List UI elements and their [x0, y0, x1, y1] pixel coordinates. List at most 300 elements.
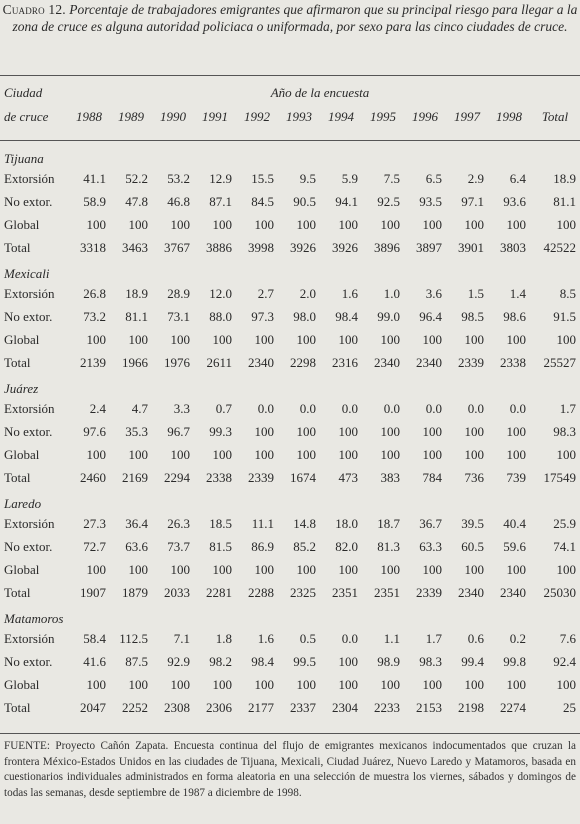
table-cell: 99.0: [377, 308, 400, 324]
table-cell: 90.5: [293, 193, 316, 209]
table-cell: 3767: [164, 239, 190, 255]
table-cell: 100: [296, 423, 316, 439]
table-cell: 100: [464, 676, 484, 692]
table-cell: 0.6: [467, 630, 484, 646]
table-cell: 100: [254, 216, 274, 232]
table-cell: 100: [422, 216, 442, 232]
table-cell: 41.6: [83, 653, 106, 669]
table-cell: 4.7: [131, 400, 148, 416]
table-cell: 2340: [416, 354, 442, 370]
table-cell: 100: [422, 676, 442, 692]
table-cell: 73.1: [167, 308, 190, 324]
row-label: No extor.: [4, 653, 53, 669]
row-label: Total: [4, 354, 31, 370]
table-cell: 99.5: [293, 653, 316, 669]
table-cell: 2169: [122, 469, 148, 485]
table-cell: 100: [86, 561, 106, 577]
row-label: Extorsión: [4, 515, 55, 531]
table-cell: 59.6: [503, 538, 526, 554]
table-cell: 15.5: [251, 170, 274, 186]
table-cell: 100: [380, 676, 400, 692]
table-cell: 2351: [332, 584, 358, 600]
table-cell: 63.3: [419, 538, 442, 554]
table-cell: 100: [338, 676, 358, 692]
table-cell: 7.5: [383, 170, 400, 186]
table-cell: 100: [556, 561, 576, 577]
table-cell: 97.1: [461, 193, 484, 209]
table-cell: 26.3: [167, 515, 190, 531]
table-cell: 1.0: [383, 285, 400, 301]
header-year-1995: 1995: [370, 109, 396, 124]
table-cell: 0.0: [341, 400, 358, 416]
table-cell: 98.3: [419, 653, 442, 669]
row-label: Global: [4, 446, 40, 462]
table-cell: 2047: [80, 699, 106, 715]
table-cell: 98.0: [293, 308, 316, 324]
table-cell: 2.9: [467, 170, 484, 186]
header-year-1997: 1997: [454, 109, 480, 124]
table-cell: 98.9: [377, 653, 400, 669]
table-cell: 0.5: [299, 630, 316, 646]
table-cell: 74.1: [553, 538, 576, 554]
table-cell: 2298: [290, 354, 316, 370]
table-cell: 99.4: [461, 653, 484, 669]
table-cell: 1.6: [341, 285, 358, 301]
table-cell: 9.5: [299, 170, 316, 186]
table-cell: 100: [556, 216, 576, 232]
table-cell: 2.0: [299, 285, 316, 301]
header-year-1988: 1988: [76, 109, 102, 124]
table-cell: 98.3: [553, 423, 576, 439]
table-cell: 46.8: [167, 193, 190, 209]
table-cell: 1.5: [467, 285, 484, 301]
table-cell: 81.5: [209, 538, 232, 554]
table-row: [0, 420, 580, 443]
table-cell: 100: [212, 561, 232, 577]
city-name: Laredo: [4, 496, 42, 511]
table-cell: 2033: [164, 584, 190, 600]
table-cell: 1879: [122, 584, 148, 600]
city-heading-row: [0, 374, 580, 397]
table-cell: 2339: [458, 354, 484, 370]
table-cell: 25030: [543, 584, 576, 600]
table-cell: 18.5: [209, 515, 232, 531]
table-cell: 100: [254, 446, 274, 462]
row-label: Global: [4, 676, 40, 692]
table-cell: 100: [212, 446, 232, 462]
table-cell: 1.8: [215, 630, 232, 646]
table-cell: 100: [556, 676, 576, 692]
table-cell: 0.0: [509, 400, 526, 416]
city-heading-row: [0, 489, 580, 512]
header-year-1994: 1994: [328, 109, 354, 124]
table-cell: 1907: [80, 584, 106, 600]
table-cell: 100: [338, 216, 358, 232]
table-row: [0, 397, 580, 420]
table-cell: 3901: [458, 239, 484, 255]
table-cell: 0.0: [341, 630, 358, 646]
table-cell: 0.2: [509, 630, 526, 646]
table-cell: 739: [506, 469, 526, 485]
table-cell: 100: [464, 331, 484, 347]
table-cell: 2351: [374, 584, 400, 600]
spacer-row: [0, 129, 580, 144]
table-cell: 7.1: [173, 630, 190, 646]
table-cell: 6.4: [509, 170, 526, 186]
table-cell: 99.8: [503, 653, 526, 669]
table-cell: 92.5: [377, 193, 400, 209]
table-cell: 100: [254, 423, 274, 439]
table-cell: 100: [506, 423, 526, 439]
table-cell: 2294: [164, 469, 190, 485]
table-cell: 53.2: [167, 170, 190, 186]
table-cell: 2339: [248, 469, 274, 485]
table-cell: 99.3: [209, 423, 232, 439]
table-cell: 3896: [374, 239, 400, 255]
table-cell: 2.4: [89, 400, 106, 416]
table-cell: 2233: [374, 699, 400, 715]
table-cell: 39.5: [461, 515, 484, 531]
table-cell: 1.7: [425, 630, 442, 646]
table-row: [0, 558, 580, 581]
table-cell: 2304: [332, 699, 358, 715]
table-row: [0, 167, 580, 190]
table-cell: 18.9: [553, 170, 576, 186]
table-cell: 2316: [332, 354, 358, 370]
table-cell: 97.6: [83, 423, 106, 439]
table-cell: 0.0: [299, 400, 316, 416]
table-cell: 100: [422, 446, 442, 462]
row-label: Extorsión: [4, 285, 55, 301]
table-cell: 8.5: [559, 285, 576, 301]
table-cell: 81.1: [553, 193, 576, 209]
table-cell: 100: [212, 676, 232, 692]
table-cell: 2460: [80, 469, 106, 485]
table-cell: 3803: [500, 239, 526, 255]
table-cell: 1.6: [257, 630, 274, 646]
table-cell: 473: [338, 469, 358, 485]
header-year-1992: 1992: [244, 109, 270, 124]
table-cell: 100: [86, 676, 106, 692]
table-cell: 0.0: [425, 400, 442, 416]
table-cell: 0.7: [215, 400, 232, 416]
table-cell: 72.7: [83, 538, 106, 554]
table-cell: 2611: [206, 354, 232, 370]
table-cell: 12.9: [209, 170, 232, 186]
table-cell: 100: [506, 676, 526, 692]
header-city-line2: de cruce: [4, 109, 49, 124]
table-cell: 1966: [122, 354, 148, 370]
table-cell: 3463: [122, 239, 148, 255]
table-cell: 736: [464, 469, 484, 485]
table-cell: 2306: [206, 699, 232, 715]
table-cell: 100: [556, 331, 576, 347]
table-cell: 17549: [543, 469, 576, 485]
table-cell: 2340: [500, 584, 526, 600]
table-cell: 100: [338, 423, 358, 439]
table-cell: 100: [422, 561, 442, 577]
table-cell: 100: [338, 446, 358, 462]
table-cell: 26.8: [83, 285, 106, 301]
table-cell: 100: [338, 653, 358, 669]
table-cell: 98.2: [209, 653, 232, 669]
table-cell: 12.0: [209, 285, 232, 301]
table-cell: 93.5: [419, 193, 442, 209]
table-row: [0, 466, 580, 489]
row-label: Total: [4, 469, 31, 485]
header-year-1991: 1991: [202, 109, 228, 124]
table-cell: 100: [296, 446, 316, 462]
table-body: [0, 129, 580, 719]
table-cell: 100: [556, 446, 576, 462]
table-cell: 2274: [500, 699, 526, 715]
table-cell: 81.1: [125, 308, 148, 324]
table-cell: 3886: [206, 239, 232, 255]
row-label: No extor.: [4, 423, 53, 439]
table-cell: 92.4: [553, 653, 576, 669]
table-cell: 100: [380, 423, 400, 439]
table-row: [0, 650, 580, 673]
table-cell: 784: [422, 469, 442, 485]
table-cell: 2338: [206, 469, 232, 485]
table-cell: 100: [380, 446, 400, 462]
table-cell: 100: [128, 676, 148, 692]
header-years-title: Año de la encuesta: [270, 85, 370, 100]
table-cell: 3926: [332, 239, 358, 255]
table-cell: 11.1: [251, 515, 274, 531]
table-cell: 100: [254, 331, 274, 347]
row-label: Extorsión: [4, 630, 55, 646]
table-cell: 93.6: [503, 193, 526, 209]
table-cell: 100: [506, 561, 526, 577]
header-year-1998: 1998: [496, 109, 522, 124]
row-label: Extorsión: [4, 170, 55, 186]
table-cell: 18.7: [377, 515, 400, 531]
table-cell: 98.5: [461, 308, 484, 324]
row-label: Global: [4, 561, 40, 577]
row-label: Extorsión: [4, 400, 55, 416]
header-year-1990: 1990: [160, 109, 186, 124]
table-cell: 100: [170, 446, 190, 462]
table-row: [0, 581, 580, 604]
table-cell: 1976: [164, 354, 190, 370]
table-cell: 100: [380, 331, 400, 347]
table-cell: 100: [464, 216, 484, 232]
table-cell: 2340: [248, 354, 274, 370]
table-cell: 100: [464, 423, 484, 439]
table-cell: 100: [464, 561, 484, 577]
table-cell: 25: [563, 699, 576, 715]
table-cell: 94.1: [335, 193, 358, 209]
table-cell: 100: [506, 331, 526, 347]
table-cell: 97.3: [251, 308, 274, 324]
table-cell: 100: [380, 216, 400, 232]
table-row: [0, 673, 580, 696]
table-cell: 100: [86, 446, 106, 462]
header-year-1996: 1996: [412, 109, 438, 124]
table-cell: 7.6: [559, 630, 576, 646]
row-label: Total: [4, 699, 31, 715]
table-cell: 3.3: [173, 400, 190, 416]
table-cell: 100: [338, 561, 358, 577]
caption-text: Porcentaje de trabajadores emigrantes que afirmaron que su principal riesgo para llegar a la zona de cruce es alguna autoridad policiaca o uniformada, por sexo para las cinco ciudades de cruce.: [12, 2, 578, 34]
header-year-total: Total: [541, 109, 569, 124]
table-cell: 3318: [80, 239, 106, 255]
table-cell: 73.7: [167, 538, 190, 554]
table-cell: 112.5: [119, 630, 148, 646]
table-cell: 52.2: [125, 170, 148, 186]
table-cell: 100: [338, 331, 358, 347]
table-cell: 63.6: [125, 538, 148, 554]
table-cell: 58.4: [83, 630, 106, 646]
top-rule: [0, 75, 580, 76]
table-cell: 100: [170, 676, 190, 692]
table-cell: 2339: [416, 584, 442, 600]
table-cell: 87.1: [209, 193, 232, 209]
header-year-1989: 1989: [118, 109, 144, 124]
table-cell: 6.5: [425, 170, 442, 186]
row-label: Total: [4, 584, 31, 600]
table-cell: 98.4: [335, 308, 358, 324]
table-cell: 2153: [416, 699, 442, 715]
bottom-rule: [0, 733, 580, 734]
data-table: [0, 105, 580, 719]
city-name: Juárez: [4, 381, 39, 396]
table-cell: 2340: [458, 584, 484, 600]
table-cell: 1.1: [383, 630, 400, 646]
table-cell: 88.0: [209, 308, 232, 324]
table-cell: 84.5: [251, 193, 274, 209]
table-cell: 28.9: [167, 285, 190, 301]
row-label: No extor.: [4, 538, 53, 554]
table-cell: 98.6: [503, 308, 526, 324]
table-cell: 92.9: [167, 653, 190, 669]
table-row: [0, 627, 580, 650]
table-cell: 100: [86, 216, 106, 232]
table-cell: 3998: [248, 239, 274, 255]
table-cell: 0.0: [257, 400, 274, 416]
table-cell: 100: [128, 216, 148, 232]
table-cell: 1.4: [509, 285, 526, 301]
table-cell: 3897: [416, 239, 442, 255]
table-cell: 2288: [248, 584, 274, 600]
row-label: No extor.: [4, 193, 53, 209]
table-row: [0, 535, 580, 558]
table-cell: 35.3: [125, 423, 148, 439]
table-cell: 100: [254, 561, 274, 577]
table-cell: 25527: [543, 354, 576, 370]
table-row: [0, 282, 580, 305]
table-cell: 2338: [500, 354, 526, 370]
table-caption: [0, 0, 580, 35]
city-name: Matamoros: [4, 611, 64, 626]
table-cell: 2325: [290, 584, 316, 600]
table-cell: 25.9: [553, 515, 576, 531]
table-cell: 85.2: [293, 538, 316, 554]
table-cell: 2308: [164, 699, 190, 715]
table-cell: 100: [296, 561, 316, 577]
row-label: Global: [4, 216, 40, 232]
header-city-line1: Ciudad: [4, 85, 43, 100]
table-cell: 91.5: [553, 308, 576, 324]
table-cell: 2139: [80, 354, 106, 370]
table-row: [0, 236, 580, 259]
table-cell: 100: [254, 676, 274, 692]
row-label: Global: [4, 331, 40, 347]
table-cell: 36.7: [419, 515, 442, 531]
table-cell: 2340: [374, 354, 400, 370]
table-row: [0, 213, 580, 236]
table-row: [0, 512, 580, 535]
table-cell: 100: [296, 331, 316, 347]
table-cell: 100: [128, 331, 148, 347]
table-cell: 27.3: [83, 515, 106, 531]
table-cell: 2.7: [257, 285, 274, 301]
table-cell: 383: [380, 469, 400, 485]
table-cell: 14.8: [293, 515, 316, 531]
city-name: Tijuana: [4, 151, 44, 166]
table-cell: 100: [506, 446, 526, 462]
table-cell: 96.4: [419, 308, 442, 324]
table-cell: 18.9: [125, 285, 148, 301]
table-cell: 0.0: [467, 400, 484, 416]
header-row: [0, 105, 580, 129]
table-cell: 5.9: [341, 170, 358, 186]
table-cell: 2337: [290, 699, 316, 715]
table-cell: 81.3: [377, 538, 400, 554]
table-cell: 100: [296, 216, 316, 232]
header-year-1993: 1993: [286, 109, 312, 124]
row-label: Total: [4, 239, 31, 255]
city-heading-row: [0, 259, 580, 282]
table-cell: 87.5: [125, 653, 148, 669]
table-row: [0, 305, 580, 328]
table-row: [0, 696, 580, 719]
table-cell: 98.4: [251, 653, 274, 669]
table-cell: 58.9: [83, 193, 106, 209]
table-cell: 100: [170, 561, 190, 577]
city-heading-row: [0, 144, 580, 167]
table-cell: 82.0: [335, 538, 358, 554]
header-rule: [0, 140, 580, 141]
table-cell: 1674: [290, 469, 316, 485]
table-cell: 2198: [458, 699, 484, 715]
table-cell: 100: [422, 331, 442, 347]
city-heading-row: [0, 604, 580, 627]
table-cell: 2252: [122, 699, 148, 715]
caption-label: Cuadro 12.: [2, 2, 66, 17]
table-cell: 73.2: [83, 308, 106, 324]
table-row: [0, 351, 580, 374]
table-cell: 18.0: [335, 515, 358, 531]
table-cell: 100: [128, 446, 148, 462]
table-row: [0, 190, 580, 213]
source-footnote: FUENTE: Proyecto Cañón Zapata. Encuesta continua del flujo de emigrantes mexicanos indocumentados que cruzan la frontera México-Estados Unidos en las ciudades de Tijuana, Mexicali, Ciudad Juárez, Nuevo Laredo y Matamoros, basada en cuestionarios individuales administrados en forma aleatoria en una selección de muestra los viernes, sábados y domingos de todas las semanas, desde septiembre de 1987 a diciembre de 1998.: [4, 740, 576, 799]
table-cell: 3926: [290, 239, 316, 255]
table-cell: 100: [506, 216, 526, 232]
row-label: No extor.: [4, 308, 53, 324]
table-cell: 36.4: [125, 515, 148, 531]
table-cell: 100: [212, 331, 232, 347]
table-cell: 0.0: [383, 400, 400, 416]
table-cell: 2177: [248, 699, 274, 715]
table-cell: 100: [212, 216, 232, 232]
table-cell: 86.9: [251, 538, 274, 554]
table-cell: 100: [86, 331, 106, 347]
table-cell: 47.8: [125, 193, 148, 209]
table-cell: 2281: [206, 584, 232, 600]
table-cell: 96.7: [167, 423, 190, 439]
